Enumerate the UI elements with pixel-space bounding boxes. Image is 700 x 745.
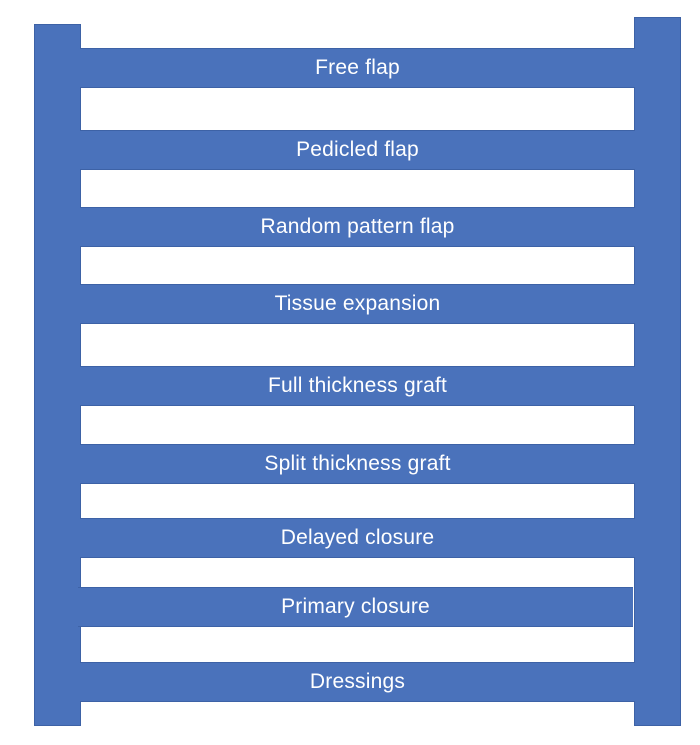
- rung-dressings: [80, 662, 635, 702]
- rung-delayed-closure: [80, 518, 635, 558]
- ladder-left-rail: [34, 24, 81, 726]
- rung-primary-closure: [78, 587, 633, 627]
- rung-label: Free flap: [315, 56, 400, 79]
- rung-label: Dressings: [309, 670, 406, 693]
- rung-label: Split thickness graft: [264, 452, 451, 475]
- rung-label: Tissue expansion: [274, 292, 441, 315]
- rung-tissue-expansion: [80, 284, 635, 324]
- rung-pedicled-flap: [80, 130, 635, 170]
- rung-label: Delayed closure: [280, 526, 435, 549]
- ladder-right-rail: [634, 17, 681, 726]
- rung-label: Pedicled flap: [296, 138, 419, 161]
- rung-label: Primary closure: [281, 595, 430, 618]
- rung-label: Random pattern flap: [260, 215, 455, 238]
- rung-label: Full thickness graft: [267, 374, 448, 397]
- rung-split-thickness-graft: [80, 444, 635, 484]
- rung-free-flap: [80, 48, 635, 88]
- rung-full-thickness-graft: [80, 366, 635, 406]
- rung-random-pattern-flap: [80, 207, 635, 247]
